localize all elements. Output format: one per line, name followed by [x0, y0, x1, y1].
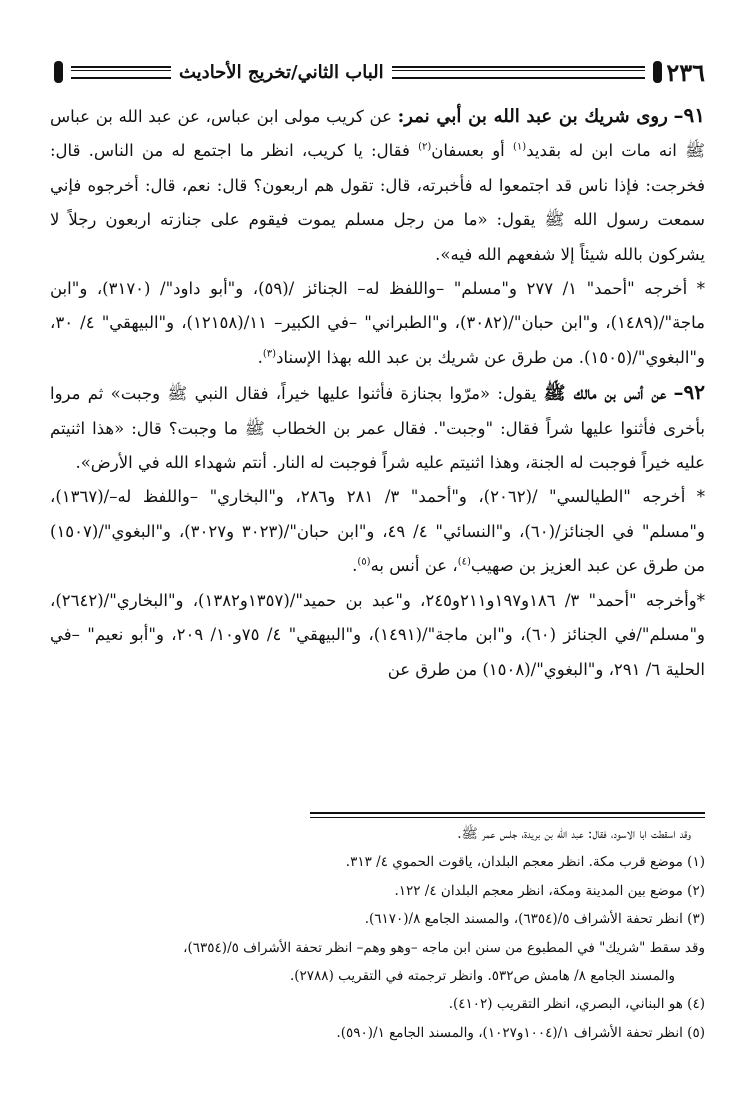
takhrij-92b — [50, 584, 705, 687]
footnote-divider — [310, 812, 705, 818]
chapter-title: الباب الثاني/تخريج الأحاديث — [179, 61, 384, 83]
footnote-1: (١) موضع قرب مكة. انظر معجم البلدان، ياقوت الحموي ٤/ ٣١٣. — [345, 854, 705, 871]
hadith-number: ٩٢– — [673, 380, 705, 405]
footnote-ref[interactable]: (١) — [513, 141, 527, 153]
footnote-ref[interactable]: (٢) — [418, 141, 432, 153]
footnote-4: (٤) هو البناني، البصري، انظر التقريب (٤١٠٢). — [448, 996, 705, 1013]
hadith-number: ٩١– — [673, 103, 705, 127]
hadith-narrator: عن أنس بن مالك ﷺ — [543, 383, 667, 405]
footnote-carryover: وقد اسقطت ابا الاسود، فقال: عبد الله بن بريدة، جلس عمر ﷺ. — [457, 826, 691, 842]
hadith-text: أو بعسفان — [431, 141, 505, 161]
footnote-3-continued: وقد سقط "شريك" في المطبوع من سنن ابن ماجه –وهو وهم– انظر تحفة الأشراف ٥/(٦٣٥٤)، — [183, 939, 705, 956]
takhrij-text: * أخرجه "أحمد" ١/ ٢٧٧ و"مسلم" –واللفظ له– الجنائز /(٥٩)، و"أبو داود"/ (٣١٧٠)، و"ابن ماجة"/(١٤٨٩)، و"ابن حبان"/(٣٠٨٢)، و"الطبراني" –في الكبير– ١١/(١٢١٥٨)، و"البيهقي" ٤/ ٣٠، و"البغوي"/(١٥٠٥). من طرق عن شريك بن عبد الله بهذا الإسناد — [50, 279, 705, 367]
punctuation: . — [257, 347, 263, 367]
takhrij-92a — [50, 480, 705, 583]
hadith-narrator: روى شريك بن عبد الله بن أبي نمر: — [397, 106, 668, 127]
hadith-92 — [50, 375, 705, 480]
hadith-text: عن كريب مولى ابن عباس، عن عبد الله بن عباس ﷺ انه مات ابن له بقديد — [50, 107, 706, 161]
footnote-5: (٥) انظر تحفة الأشراف ١/(١٠٠٤و١٠٢٧)، والمسند الجامع ١/(٥٩٠). — [336, 1024, 705, 1041]
header-rule-left — [71, 66, 171, 79]
ornament-knob-icon — [54, 61, 63, 83]
footnote-2: (٢) موضع بين المدينة ومكة، انظر معجم البلدان ٤/ ١٢٢. — [394, 882, 705, 899]
hadith-91 — [50, 98, 705, 272]
takhrij-text: ، عن أنس به — [370, 556, 458, 576]
header-rule-right — [392, 66, 646, 79]
ornament-knob-icon — [653, 61, 662, 83]
hadith-text: فقال: يا كريب، انظر ما اجتمع له من الناس. قال: فخرجت: فإذا ناس قد اجتمعوا له فأخبرته، قال: تقول هم اربعون؟ قال: نعم، قال: أخرجوه فإني سمعت رسول الله ﷺ يقول: «ما من رجل مسلم يموت فيقوم على جنازته اربعون رجلاً لا يشركون بالله شيئاً إلا شفعهم الله فيه». — [50, 141, 705, 264]
hadith-text: يقول: «مرّوا بجنازة فأثنوا عليها خيراً، فقال النبي ﷺ وجبت» ثم مروا بأخرى فأثنوا عليها شراً فقال: "وجبت". فقال عمر بن الخطاب ﷺ ما وجبت؟ قال: «هذا اثنيتم عليه خيراً فوجبت له الجنة، وهذا اثنيتم عليه شراً فوجبت له النار. أنتم شهداء الله في الأرض». — [50, 384, 705, 473]
takhrij-91 — [50, 272, 705, 375]
footnote-ref[interactable]: (٤) — [457, 556, 471, 568]
main-text — [50, 98, 705, 687]
footnote-3: (٣) انظر تحفة الأشراف ٥/(٦٣٥٤)، والمسند الجامع ٨/(٦١٧٠). — [364, 911, 705, 928]
punctuation: . — [352, 556, 358, 576]
footnotes — [50, 820, 705, 1047]
page-number: ٢٣٦ — [666, 57, 705, 87]
takhrij-text: *وأخرجه "أحمد" ٣/ ١٨٦و١٩٧و٢١١و٢٤٥، و"عبد بن حميد"/(١٣٥٧و١٣٨٢)، و"البخاري"/(٢٦٤٢)، و"مسلم"/في الجنائز (٦٠)، و"ابن ماجة"/(١٤٩١)، و"البيهقي" ٤/ ٧٥و١٠/ ٢٠٩، و"أبو نعيم" –في الحلية ٦/ ٢٩١، و"البغوي"/(١٥٠٨) من طرق عن — [50, 590, 706, 679]
footnote-ref[interactable]: (٣) — [262, 348, 277, 360]
footnote-ref[interactable]: (٥) — [357, 556, 371, 568]
footnote-3-continued: والمسند الجامع ٨/ هامش ص٥٣٢. وانظر ترجمته في التقريب (٢٧٨٨). — [289, 968, 675, 985]
page-header — [50, 52, 705, 92]
takhrij-text: * أخرجه "الطيالسي" /(٢٠٦٢)، و"أحمد" ٣/ ٢٨١ و٢٨٦، و"البخاري" –واللفظ له–/(١٣٦٧)، و"مسلم" في الجنائز/(٦٠)، و"النسائي" ٤/ ٤٩، و"ابن حبان"/(٣٠٢٣ و٣٠٢٧)، و"البغوي"/(١٥٠٧) من طرق عن عبد العزيز بن صهيب — [50, 487, 706, 576]
